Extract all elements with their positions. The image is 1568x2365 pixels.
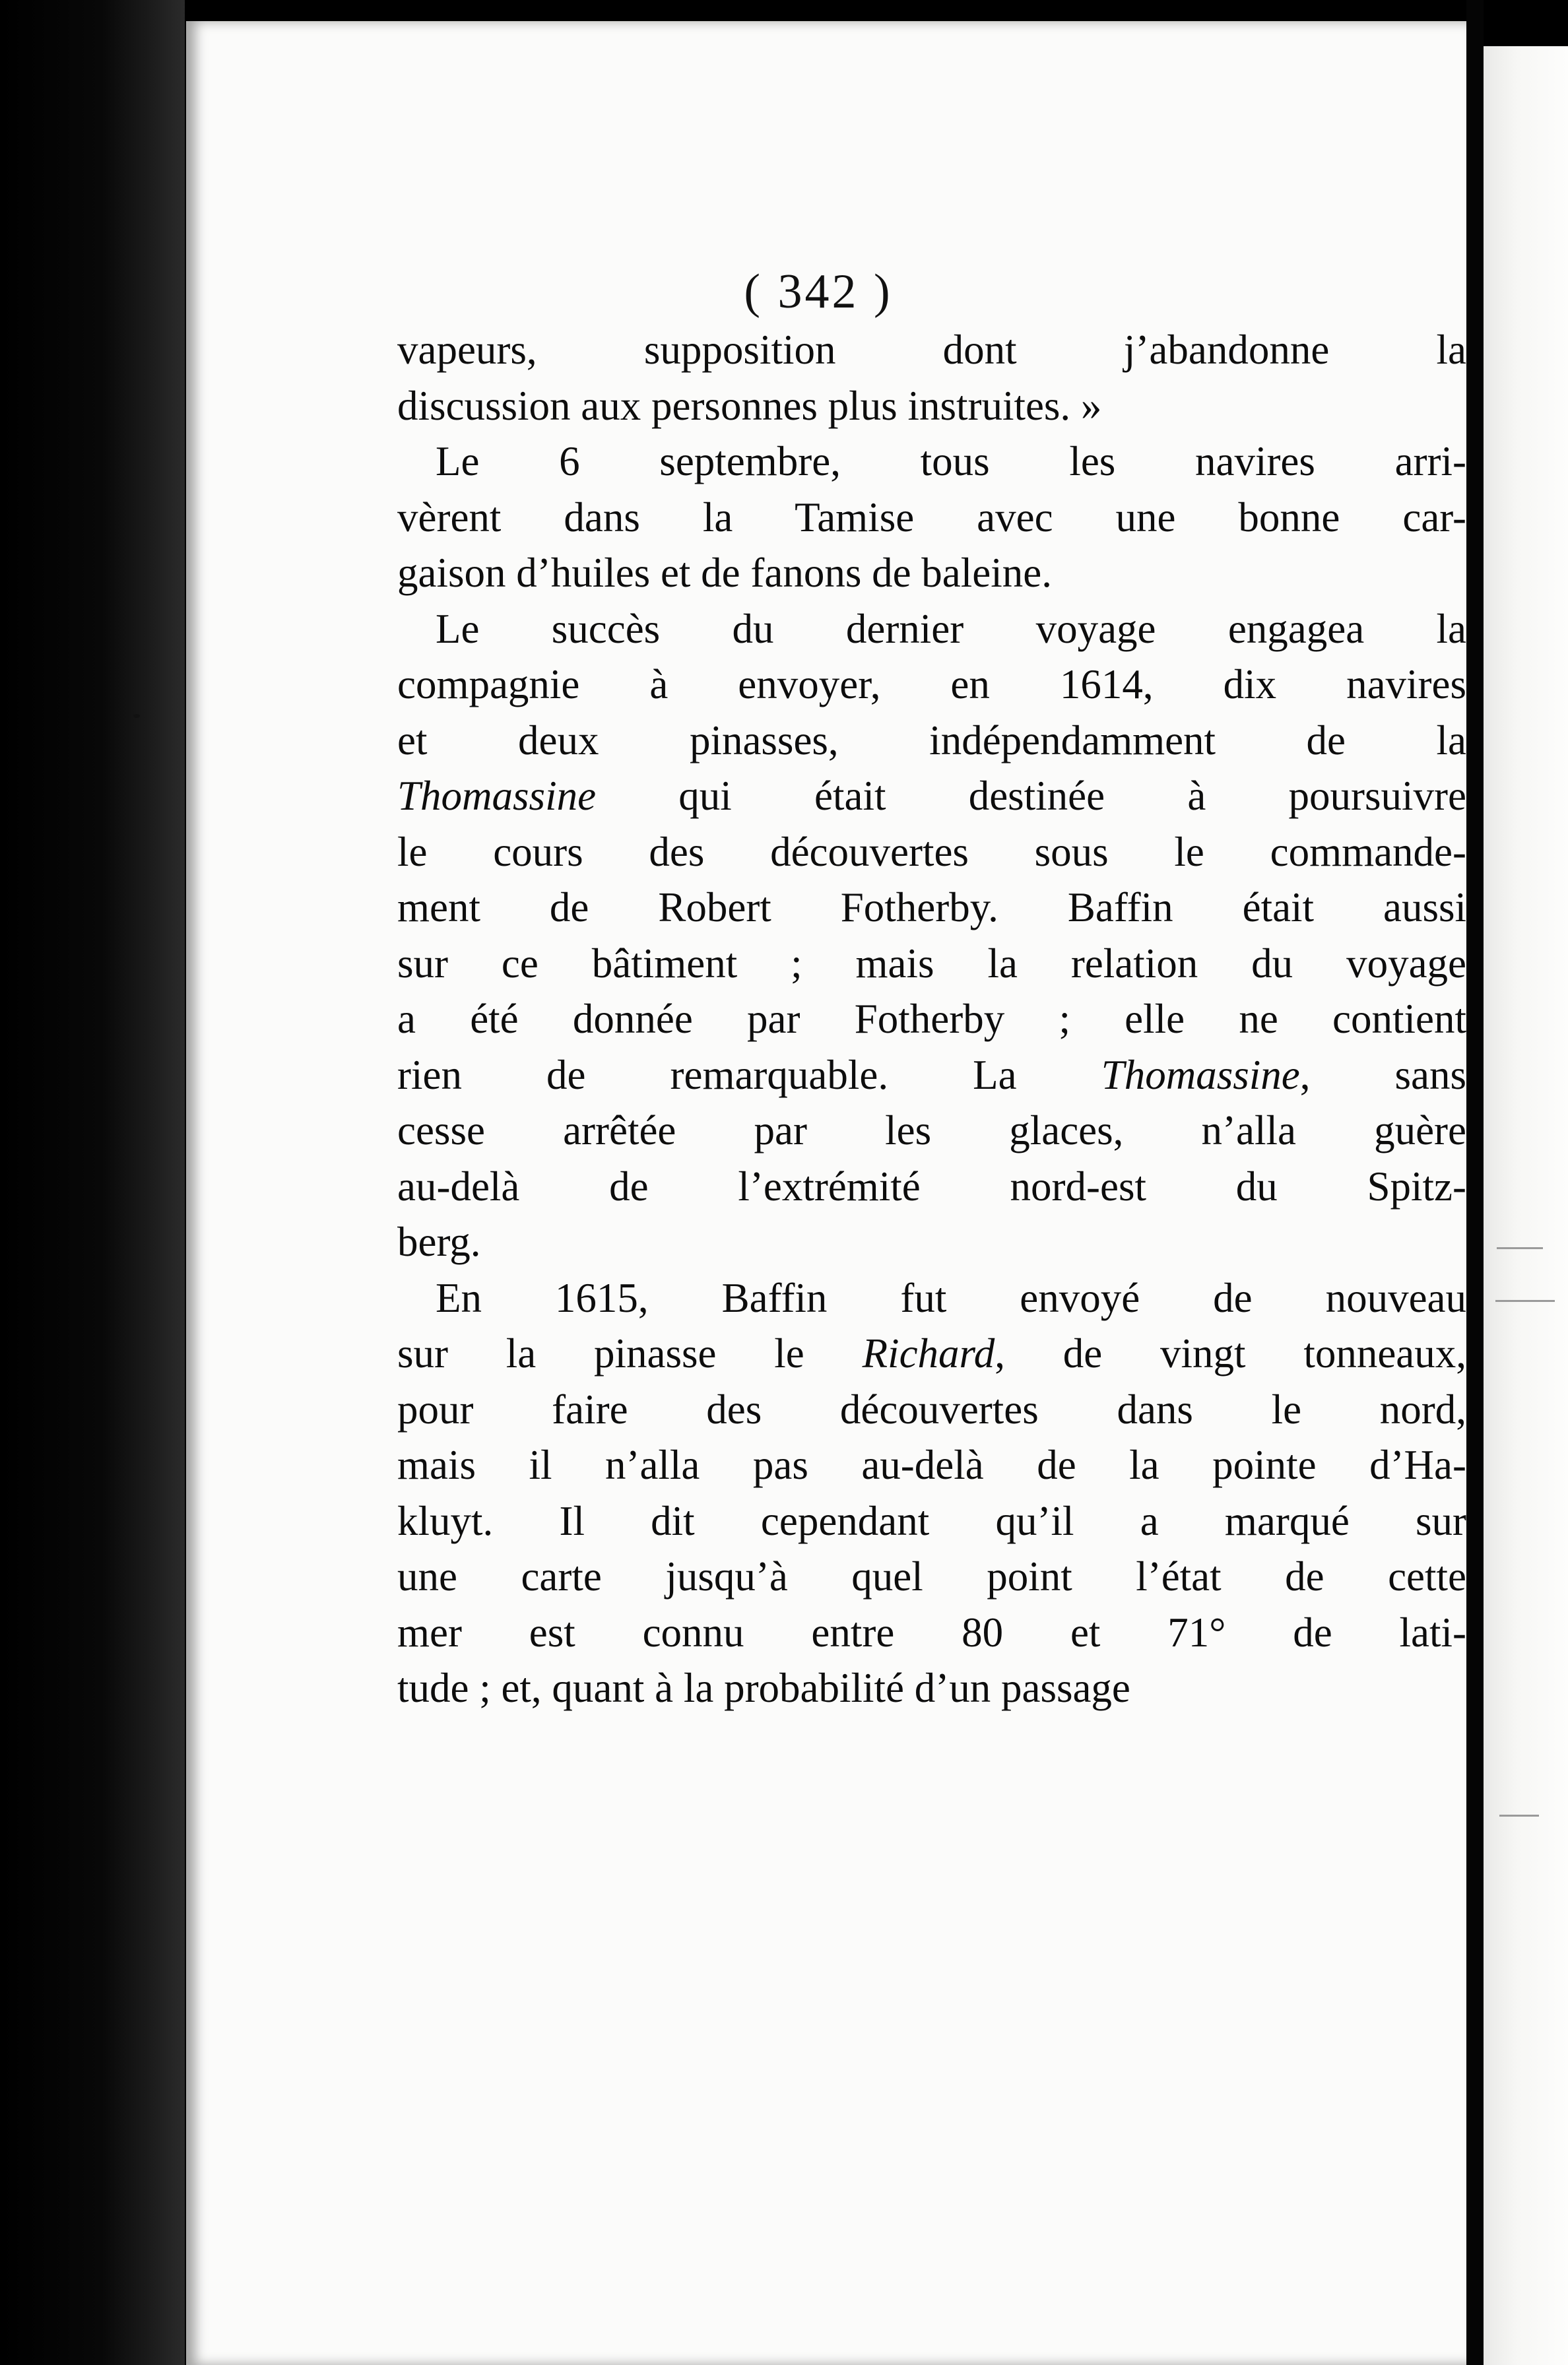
text-line: mais il n’alla pas au-delà de la pointe d’Ha- bbox=[397, 1442, 1466, 1488]
text-line: pour faire des découvertes dans le nord, bbox=[397, 1386, 1466, 1433]
book-page bbox=[186, 21, 1466, 2365]
book-spine-shadow bbox=[0, 0, 185, 2365]
body-text bbox=[397, 322, 1466, 1716]
text-line: Thomassine qui était destinée à poursuivre bbox=[397, 773, 1466, 819]
text-line: berg. bbox=[397, 1219, 481, 1265]
text-line: et deux pinasses, indépendamment de la bbox=[397, 717, 1466, 763]
text-line: le cours des découvertes sous le commande- bbox=[397, 828, 1466, 875]
text-line: Le succès du dernier voyage engagea la bbox=[436, 605, 1466, 652]
text-line: a été donnée par Fotherby ; elle ne contient bbox=[397, 996, 1466, 1042]
text-line: compagnie à envoyer, en 1614, dix navires bbox=[397, 661, 1466, 707]
scan-speck bbox=[133, 714, 140, 718]
bleed-through-mark bbox=[1499, 1815, 1539, 1817]
text-line: rien de remarquable. La Thomassine, sans bbox=[397, 1051, 1467, 1098]
text-line: discussion aux personnes plus instruites. » bbox=[397, 382, 1102, 429]
text-line: Le 6 septembre, tous les navires arri- bbox=[436, 438, 1466, 484]
text-line: tude ; et, quant à la probabilité d’un passage bbox=[397, 1665, 1130, 1711]
text-line: sur ce bâtiment ; mais la relation du voyage bbox=[397, 940, 1466, 987]
text-line: En 1615, Baffin fut envoyé de nouveau bbox=[436, 1274, 1466, 1321]
text-line: au-delà de l’extrémité nord-est du Spitz- bbox=[397, 1163, 1466, 1210]
bleed-through-mark bbox=[1497, 1247, 1543, 1249]
text-line: vapeurs, supposition dont j’abandonne la bbox=[397, 327, 1466, 373]
text-line: gaison d’huiles et de fanons de baleine. bbox=[397, 550, 1052, 596]
text-line: mer est connu entre 80 et 71° de lati- bbox=[397, 1609, 1466, 1656]
text-line: vèrent dans la Tamise avec une bonne car- bbox=[397, 494, 1466, 540]
text-line: une carte jusqu’à quel point l’état de cette bbox=[397, 1553, 1466, 1600]
page-number: ( 342 ) bbox=[744, 265, 893, 319]
text-line: cesse arrêtée par les glaces, n’alla guère bbox=[397, 1107, 1466, 1153]
text-line: kluyt. Il dit cependant qu’il a marqué sur bbox=[397, 1497, 1466, 1544]
text-line: sur la pinasse le Richard, de vingt tonneaux, bbox=[397, 1330, 1467, 1377]
adjacent-page-edge bbox=[1484, 46, 1568, 2365]
bleed-through-mark bbox=[1495, 1300, 1555, 1302]
page-gutter-right bbox=[1466, 0, 1484, 2365]
text-line: ment de Robert Fotherby. Baffin était aussi bbox=[397, 884, 1466, 930]
